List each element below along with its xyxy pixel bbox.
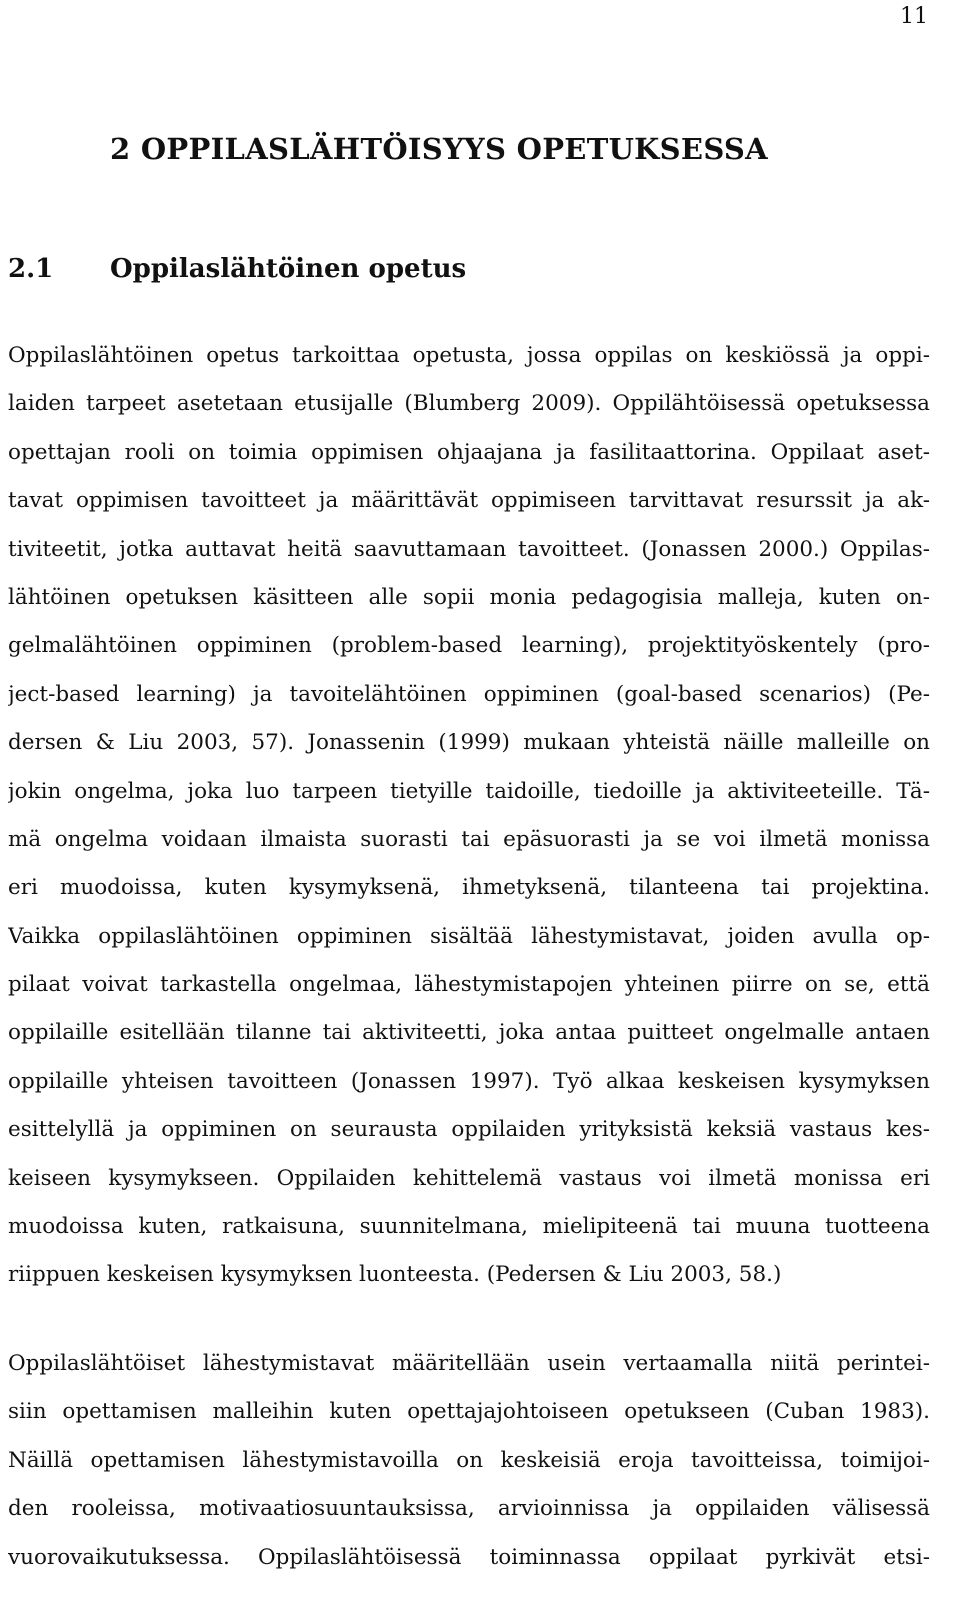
section-number: 2.1 bbox=[8, 254, 54, 284]
text-line: muodoissa kuten, ratkaisuna, suunnitelmana, mielipiteenä tai muuna tuotteena bbox=[8, 1214, 930, 1240]
chapter-title: 2 OPPILASLÄHTÖISYYS OPETUKSESSA bbox=[110, 132, 768, 166]
text-line: ject-based learning) ja tavoitelähtöinen oppiminen (goal-based scenarios) (Pe- bbox=[8, 681, 930, 707]
text-line: tiviteetit, jotka auttavat heitä saavuttamaan tavoitteet. (Jonassen 2000.) Oppilas- bbox=[8, 536, 930, 562]
text-line: den rooleissa, motivaatiosuuntauksissa, arvioinnissa ja oppilaiden välisessä bbox=[8, 1496, 930, 1522]
text-line: oppilaille esitellään tilanne tai aktiviteetti, joka antaa puitteet ongelmalle antaen bbox=[8, 1020, 930, 1046]
body-paragraph-1 bbox=[8, 332, 930, 1300]
text-line: Näillä opettamisen lähestymistavoilla on keskeisiä eroja tavoitteissa, toimijoi- bbox=[8, 1447, 930, 1473]
text-line: Oppilaslähtöiset lähestymistavat määritellään usein vertaamalla niitä perintei- bbox=[8, 1351, 930, 1376]
section-heading bbox=[8, 254, 466, 284]
text-line: pilaat voivat tarkastella ongelmaa, lähestymistapojen yhteinen piirre on se, että bbox=[8, 972, 930, 998]
text-line: esittelyllä ja oppiminen on seurausta oppilaiden yrityksistä keksiä vastaus kes- bbox=[8, 1117, 930, 1143]
text-line: lähtöinen opetuksen käsitteen alle sopii monia pedagogisia malleja, kuten on- bbox=[8, 584, 930, 610]
text-line: eri muodoissa, kuten kysymyksenä, ihmetyksenä, tilanteena tai projektina. bbox=[8, 875, 930, 901]
text-line: laiden tarpeet asetetaan etusijalle (Blumberg 2009). Oppilähtöisessä opetuksessa bbox=[8, 391, 930, 417]
text-line: gelmalähtöinen oppiminen (problem-based learning), projektityöskentely (pro- bbox=[8, 633, 930, 659]
text-line: opettajan rooli on toimia oppimisen ohjaajana ja fasilitaattorina. Oppilaat aset- bbox=[8, 439, 930, 465]
section-title: Oppilaslähtöinen opetus bbox=[110, 254, 467, 284]
text-line: siin opettamisen malleihin kuten opettajajohtoiseen opetukseen (Cuban 1983). bbox=[8, 1399, 930, 1425]
body-paragraph-2 bbox=[8, 1340, 930, 1582]
text-line: vuorovaikutuksessa. Oppilaslähtöisessä toiminnassa oppilaat pyrkivät etsi- bbox=[8, 1544, 930, 1570]
text-line: jokin ongelma, joka luo tarpeen tietyille taidoille, tiedoille ja aktiviteeteille. Tä- bbox=[8, 778, 930, 804]
text-line: keiseen kysymykseen. Oppilaiden kehittelemä vastaus voi ilmetä monissa eri bbox=[8, 1165, 930, 1191]
text-line: Vaikka oppilaslähtöinen oppiminen sisältää lähestymistavat, joiden avulla op- bbox=[8, 923, 930, 949]
page-number: 11 bbox=[900, 4, 928, 29]
text-line: oppilaille yhteisen tavoitteen (Jonassen 1997). Työ alkaa keskeisen kysymyksen bbox=[8, 1068, 930, 1094]
text-line: Oppilaslähtöinen opetus tarkoittaa opetusta, jossa oppilas on keskiössä ja oppi- bbox=[8, 343, 930, 368]
text-line: dersen & Liu 2003, 57). Jonassenin (1999) mukaan yhteistä näille malleille on bbox=[8, 730, 930, 756]
text-line: tavat oppimisen tavoitteet ja määrittävät oppimiseen tarvittavat resurssit ja ak- bbox=[8, 488, 930, 514]
text-line: mä ongelma voidaan ilmaista suorasti tai epäsuorasti ja se voi ilmetä monissa bbox=[8, 826, 930, 852]
text-line: riippuen keskeisen kysymyksen luonteesta. (Pedersen & Liu 2003, 58.) bbox=[8, 1262, 782, 1288]
